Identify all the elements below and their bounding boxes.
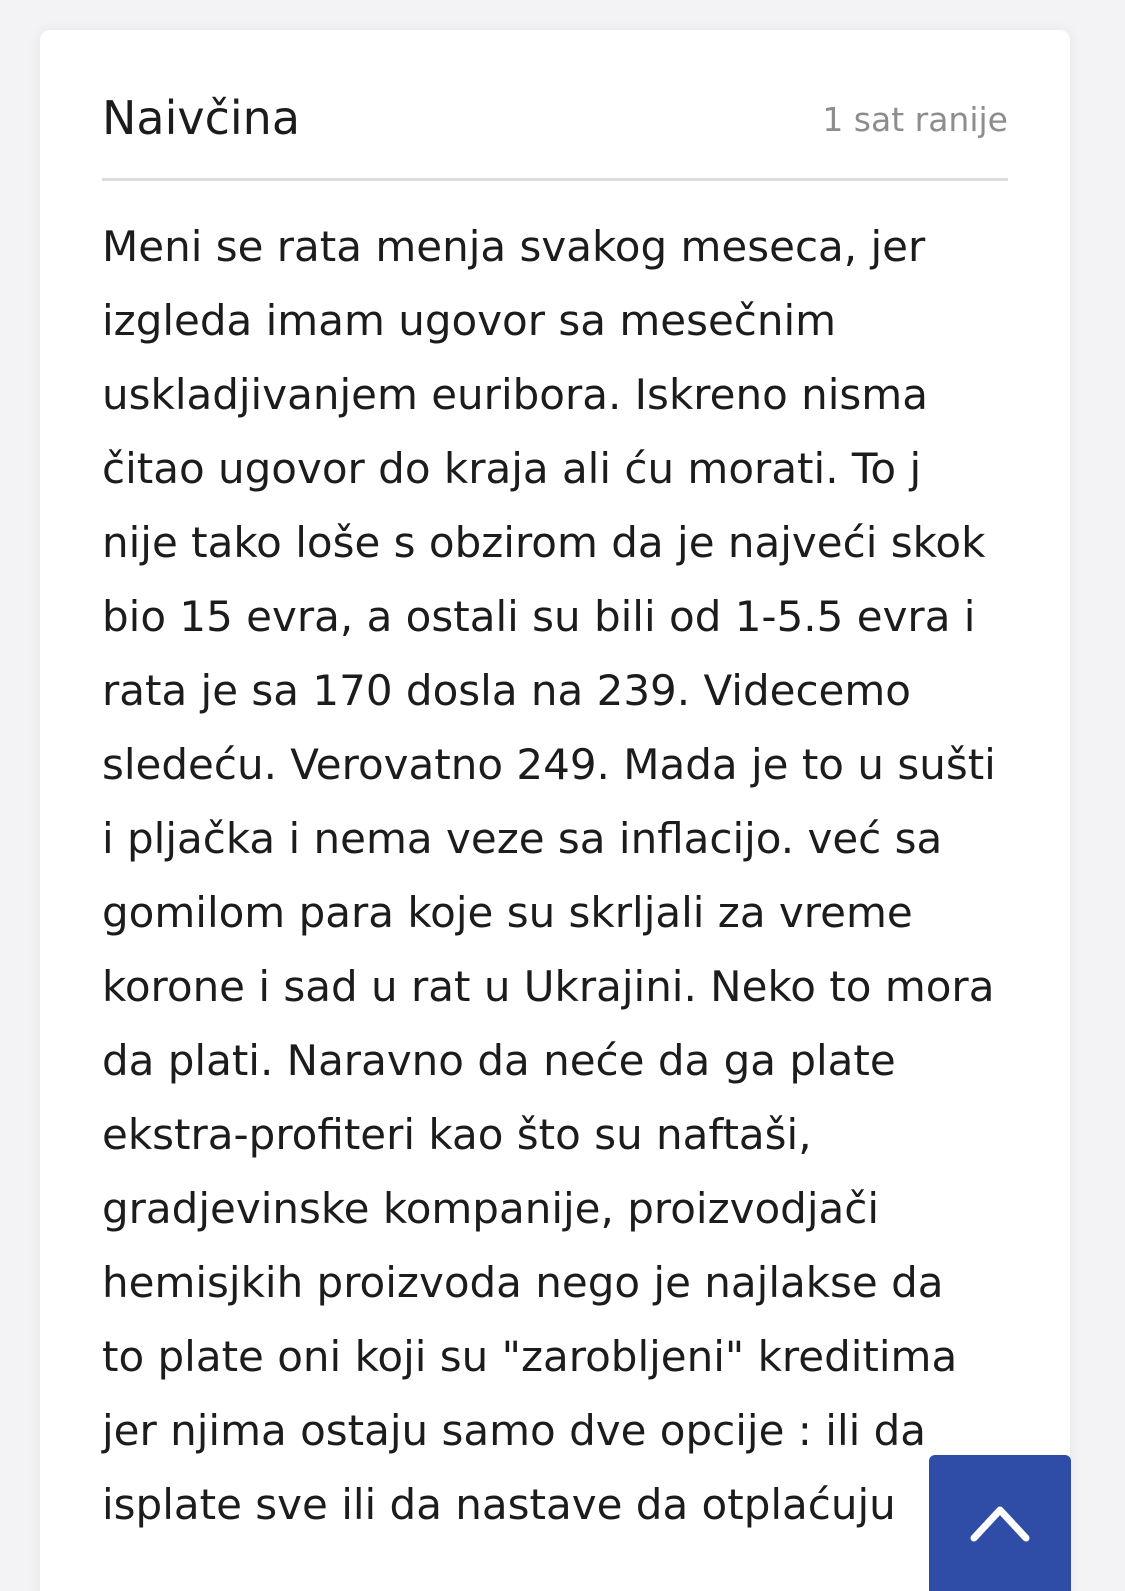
comment-card [40,30,1070,1591]
comment-line: gomilom para koje su skrljali za vreme [102,888,913,937]
comment-line: sledeću. Verovatno 249. Mada je to u sušti [102,740,996,789]
comment-line: ekstra-profiteri kao što su naftaši, [102,1110,812,1159]
comment-line: to plate oni koji su "zarobljeni" kreditima [102,1332,958,1381]
comment-line: izgleda imam ugovor sa mesečnim [102,296,837,345]
comment-line: isplate sve ili da nastave da otplaćuju [102,1480,896,1529]
comment-body [102,210,1032,1542]
comment-line: bio 15 evra, a ostali su bili od 1-5.5 evra i [102,592,976,641]
comment-line: da plati. Naravno da neće da ga plate [102,1036,896,1085]
comment-line: Meni se rata menja svakog meseca, jer [102,222,926,271]
chevron-up-icon [970,1502,1030,1542]
comment-timestamp: 1 sat ranije [822,100,1008,139]
comment-line: nije tako loše s obzirom da je najveći skok [102,518,986,567]
comment-line: uskladjivanjem euribora. Iskreno nisma [102,370,928,419]
comment-line: jer njima ostaju samo dve opcije : ili da [102,1406,927,1455]
comment-line: korone i sad u rat u Ukrajini. Neko to mora [102,962,995,1011]
scroll-to-top-button[interactable] [929,1455,1071,1591]
comment-line: hemisjkih proizvoda nego je najlakse da [102,1258,944,1307]
comment-line: čitao ugovor do kraja ali ću morati. To j [102,444,922,493]
comment-line: rata je sa 170 dosla na 239. Videcemo [102,666,911,715]
comment-header [102,90,1008,181]
comment-line: gradjevinske kompanije, proizvodjači [102,1184,879,1233]
comment-line: i pljačka i nema veze sa inflacijo. već sa [102,814,943,863]
comment-author: Naivčina [102,91,301,145]
